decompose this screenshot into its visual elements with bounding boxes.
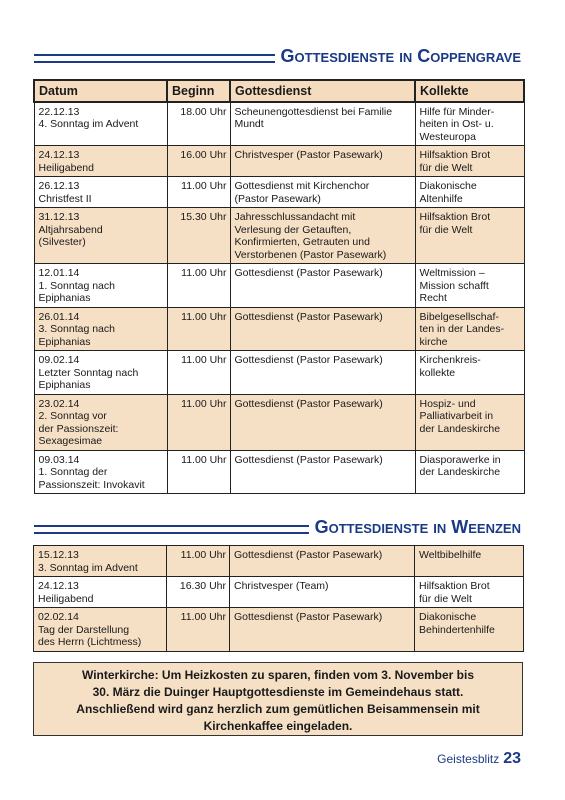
cell-datum xyxy=(34,146,167,177)
gottesdienst-line: Verlesung der Getauften, xyxy=(234,223,352,236)
kollekte-line: Hilfsaktion Brot xyxy=(419,211,491,223)
kollekte-line: Diasporawerke in xyxy=(419,453,501,466)
cell-datum xyxy=(34,394,167,450)
datum-line: 1. Sonntag der xyxy=(38,466,108,478)
cell-datum xyxy=(34,102,167,146)
kollekte-line: Diakonische xyxy=(419,611,477,623)
kollekte-line: Altenhilfe xyxy=(419,192,463,205)
cell-datum xyxy=(34,177,167,208)
kollekte-line: Palliativarbeit in xyxy=(419,410,494,422)
cell-datum xyxy=(34,307,167,351)
gottesdienst-line: Gottesdienst (Pastor Pasewark) xyxy=(234,267,383,279)
datum-line: Epiphanias xyxy=(38,292,91,304)
datum-line: Tag der Darstellung xyxy=(38,623,130,636)
gottesdienst-line: Jahresschlussandacht mit xyxy=(234,211,356,223)
kollekte-line: Hilfsaktion Brot xyxy=(419,580,490,592)
datum-line: 3. Sonntag nach xyxy=(38,323,115,335)
cell-kollekte xyxy=(415,608,524,652)
table-row xyxy=(34,208,524,264)
kollekte-line: der Landeskirche xyxy=(419,466,501,478)
datum-line: 24.12.13 xyxy=(38,580,79,592)
cell-datum xyxy=(34,264,167,308)
cell-beginn: 15.30 Uhr xyxy=(167,208,230,264)
kollekte-line: für die Welt xyxy=(419,592,472,605)
cell-datum xyxy=(34,577,167,608)
datum-line: 3. Sonntag im Advent xyxy=(38,561,138,574)
cell-kollekte xyxy=(415,208,524,264)
kollekte-line: ten in der Landes- xyxy=(419,323,505,335)
gottesdienst-line: Gottesdienst (Pastor Pasewark) xyxy=(234,310,383,323)
datum-line: Passionszeit: Invokavit xyxy=(38,478,145,491)
kollekte-line: Hilfsaktion Brot xyxy=(419,149,491,161)
column-header-gottesdienst: Gottesdienst xyxy=(230,80,415,102)
gottesdienst-line: Gottesdienst (Pastor Pasewark) xyxy=(234,453,383,466)
cell-beginn: 11.00 Uhr xyxy=(167,264,230,308)
datum-line: 4. Sonntag im Advent xyxy=(38,118,139,130)
cell-gottesdienst xyxy=(230,608,415,652)
table-row xyxy=(34,608,524,652)
column-header-datum: Datum xyxy=(34,80,167,102)
gottesdienst-line: Mundt xyxy=(234,118,264,130)
table-header-row xyxy=(34,80,524,102)
gottesdienst-line: Gottesdienst mit Kirchenchor xyxy=(234,180,370,192)
cell-gottesdienst xyxy=(230,177,415,208)
datum-line: Letzter Sonntag nach xyxy=(38,366,139,379)
kollekte-line: für die Welt xyxy=(419,161,473,174)
datum-line: 09.02.14 xyxy=(38,354,80,366)
cell-gottesdienst xyxy=(230,102,415,146)
datum-line: Heiligabend xyxy=(38,592,94,605)
notice-line: Winterkirche: Um Heizkosten zu sparen, finden vom 3. November bis xyxy=(82,668,474,682)
cell-gottesdienst xyxy=(230,577,415,608)
cell-kollekte xyxy=(415,146,524,177)
cell-gottesdienst xyxy=(230,351,415,395)
section-title: Gottesdienste in Coppengrave xyxy=(275,45,521,67)
kollekte-line: Hospiz- und xyxy=(419,397,476,410)
datum-line: 15.12.13 xyxy=(38,549,79,561)
kollekte-line: heiten in Ost- u. xyxy=(419,118,494,130)
services-table-weenzen xyxy=(33,545,524,652)
datum-line: 12.01.14 xyxy=(38,267,80,279)
kollekte-line: für die Welt xyxy=(419,223,473,236)
kollekte-line: Mission schafft xyxy=(419,279,489,292)
notice-line: Kirchenkaffee eingeladen. xyxy=(203,719,353,733)
datum-line: 23.02.14 xyxy=(38,397,80,410)
magazine-name: Geistesblitz xyxy=(437,752,500,766)
cell-gottesdienst xyxy=(230,394,415,450)
datum-line: Epiphanias xyxy=(38,379,91,391)
datum-line: Sexagesimae xyxy=(38,435,103,447)
cell-beginn: 11.00 Uhr xyxy=(167,608,230,652)
notice-line: Anschließend wird ganz herzlich zum gemütlichen Beisammensein mit xyxy=(76,702,480,716)
cell-gottesdienst xyxy=(230,546,415,577)
table-row xyxy=(34,450,524,494)
kollekte-line: kollekte xyxy=(419,366,456,379)
table-row xyxy=(34,146,524,177)
table-row xyxy=(34,577,524,608)
table-row xyxy=(34,351,524,395)
gottesdienst-line: Gottesdienst (Pastor Pasewark) xyxy=(234,354,383,366)
cell-gottesdienst xyxy=(230,264,415,308)
datum-line: Christfest II xyxy=(38,192,92,205)
cell-datum xyxy=(34,608,167,652)
notice-line: 30. März die Duinger Hauptgottesdienste im Gemeindehaus statt. xyxy=(92,685,464,699)
cell-gottesdienst xyxy=(230,450,415,494)
kollekte-line: Recht xyxy=(419,292,447,304)
kollekte-line: Bibelgesellschaf- xyxy=(419,310,499,323)
datum-line: der Passionszeit: xyxy=(38,422,119,435)
kollekte-line: der Landeskirche xyxy=(419,422,501,435)
gottesdienst-line: Christvesper (Team) xyxy=(234,580,329,592)
section-heading-weenzen xyxy=(34,516,521,540)
datum-line: Epiphanias xyxy=(38,335,91,348)
cell-kollekte xyxy=(415,264,524,308)
cell-datum xyxy=(34,208,167,264)
cell-beginn: 11.00 Uhr xyxy=(167,307,230,351)
gottesdienst-line: Gottesdienst (Pastor Pasewark) xyxy=(234,549,383,561)
cell-kollekte xyxy=(415,351,524,395)
datum-line: 22.12.13 xyxy=(38,105,80,118)
kollekte-line: Behindertenhilfe xyxy=(419,623,495,636)
kollekte-line: Weltbibelhilfe xyxy=(419,549,482,561)
table-row xyxy=(34,177,524,208)
table-row xyxy=(34,394,524,450)
datum-line: 31.12.13 xyxy=(38,211,80,223)
gottesdienst-line: Gottesdienst (Pastor Pasewark) xyxy=(234,611,383,623)
cell-beginn: 11.00 Uhr xyxy=(167,394,230,450)
datum-line: (Silvester) xyxy=(38,236,86,248)
cell-kollekte xyxy=(415,546,524,577)
cell-beginn: 11.00 Uhr xyxy=(167,546,230,577)
cell-kollekte xyxy=(415,102,524,146)
cell-beginn: 11.00 Uhr xyxy=(167,177,230,208)
table-row xyxy=(34,546,524,577)
datum-line: des Herrn (Lichtmess) xyxy=(38,636,142,648)
services-table-coppengrave xyxy=(33,79,525,494)
datum-line: 26.12.13 xyxy=(38,180,80,192)
cell-beginn: 16.00 Uhr xyxy=(167,146,230,177)
cell-beginn: 11.00 Uhr xyxy=(167,450,230,494)
kollekte-line: Diakonische xyxy=(419,180,477,192)
datum-line: 09.03.14 xyxy=(38,453,80,466)
section-title: Gottesdienste in Weenzen xyxy=(309,516,521,538)
gottesdienst-line: (Pastor Pasewark) xyxy=(234,192,321,205)
cell-beginn: 11.00 Uhr xyxy=(167,351,230,395)
section-heading-coppengrave xyxy=(34,45,521,69)
datum-line: 26.01.14 xyxy=(38,310,80,323)
cell-kollekte xyxy=(415,177,524,208)
cell-beginn: 16.30 Uhr xyxy=(167,577,230,608)
cell-gottesdienst xyxy=(230,307,415,351)
page-number: 23 xyxy=(503,750,521,767)
column-header-beginn: Beginn xyxy=(167,80,230,102)
kollekte-line: Westeuropa xyxy=(419,130,476,143)
gottesdienst-line: Christvesper (Pastor Pasewark) xyxy=(234,149,383,161)
kollekte-line: Weltmission – xyxy=(419,267,485,279)
kollekte-line: kirche xyxy=(419,335,448,348)
gottesdienst-line: Verstorbenen (Pastor Pasewark) xyxy=(234,248,387,261)
datum-line: 2. Sonntag vor xyxy=(38,410,107,422)
cell-datum xyxy=(34,450,167,494)
gottesdienst-line: Konfirmierten, Getrauten und xyxy=(234,236,370,248)
table-row xyxy=(34,307,524,351)
kollekte-line: Hilfe für Minder- xyxy=(419,105,495,118)
cell-datum xyxy=(34,546,167,577)
gottesdienst-line: Scheunengottesdienst bei Familie xyxy=(234,105,393,118)
cell-kollekte xyxy=(415,394,524,450)
column-header-kollekte: Kollekte xyxy=(415,80,524,102)
winterkirche-notice xyxy=(33,662,523,736)
table-row xyxy=(34,102,524,146)
datum-line: Altjahrsabend xyxy=(38,223,103,236)
cell-kollekte xyxy=(415,307,524,351)
cell-kollekte xyxy=(415,450,524,494)
table-row xyxy=(34,264,524,308)
datum-line: 02.02.14 xyxy=(38,611,79,623)
page-footer xyxy=(437,750,521,768)
cell-datum xyxy=(34,351,167,395)
cell-gottesdienst xyxy=(230,208,415,264)
kollekte-line: Kirchenkreis- xyxy=(419,354,481,366)
datum-line: 24.12.13 xyxy=(38,149,80,161)
datum-line: Heiligabend xyxy=(38,161,94,174)
datum-line: 1. Sonntag nach xyxy=(38,279,115,292)
gottesdienst-line: Gottesdienst (Pastor Pasewark) xyxy=(234,397,383,410)
cell-gottesdienst xyxy=(230,146,415,177)
cell-beginn: 18.00 Uhr xyxy=(167,102,230,146)
cell-kollekte xyxy=(415,577,524,608)
